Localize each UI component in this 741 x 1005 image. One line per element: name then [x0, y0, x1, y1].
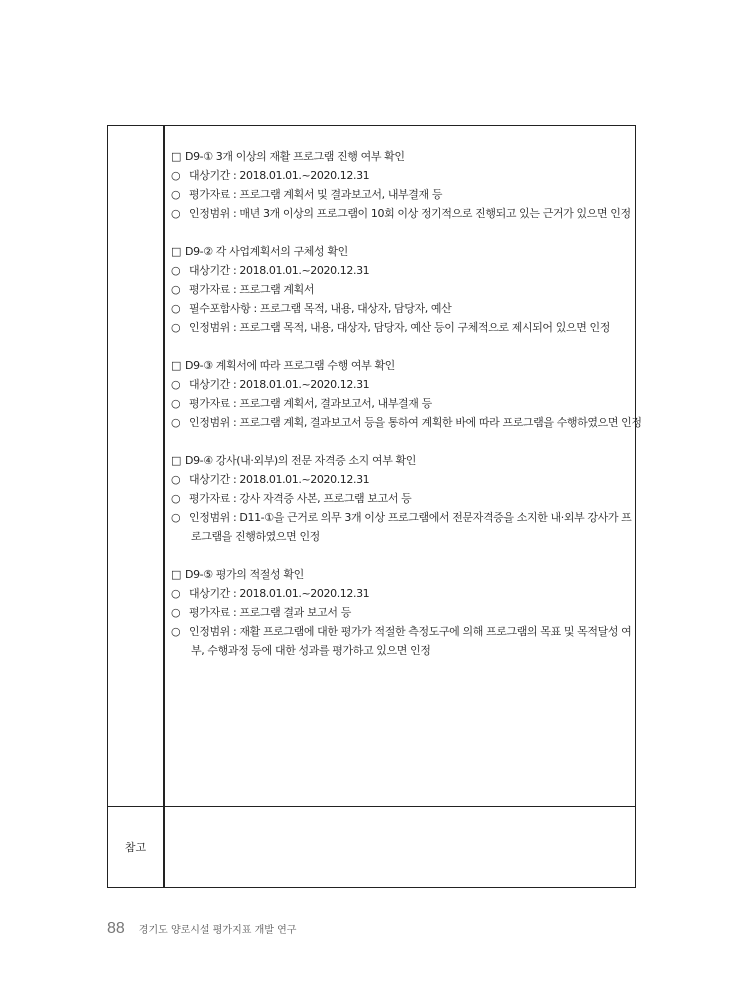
section-d9-5 [171, 565, 632, 660]
section-d9-1 [171, 147, 631, 223]
heading-text: D9-⑤ 평가의 적절성 확인 [185, 568, 304, 581]
item-text: 대상기간 : 2018.01.01.~2020.12.31 [189, 378, 370, 391]
page-footer [107, 920, 296, 938]
page-number: 88 [107, 920, 125, 937]
item-text: 평가자료 : 프로그램 계획서 및 결과보고서, 내부결재 등 [189, 188, 443, 201]
list-item [171, 375, 627, 394]
circle-bullet-icon: ○ [171, 511, 181, 524]
reference-label: 참고 [124, 841, 147, 854]
item-text: 평가자료 : 프로그램 계획서, 결과보고서, 내부결재 등 [189, 397, 432, 410]
footer-title: 경기도 양로시설 평가지표 개발 연구 [138, 925, 297, 936]
section-heading [171, 565, 627, 584]
section-heading [171, 356, 627, 375]
reference-content [165, 807, 635, 887]
circle-bullet-icon: ○ [171, 302, 181, 315]
item-text: 평가자료 : 강사 자격증 사본, 프로그램 보고서 등 [189, 492, 412, 505]
list-item [171, 299, 627, 318]
item-text: 평가자료 : 프로그램 계획서 [189, 283, 315, 296]
criteria-cell [165, 126, 642, 806]
square-bullet-icon: □ [171, 245, 181, 258]
circle-bullet-icon: ○ [171, 606, 181, 619]
item-text: 인정범위 : 프로그램 계획, 결과보고서 등을 통하여 계획한 바에 따라 프로그램을 수행하였으면 인정 [189, 416, 642, 429]
section-d9-2 [171, 242, 627, 337]
list-item [171, 603, 627, 622]
circle-bullet-icon: ○ [171, 264, 181, 277]
item-text: 평가자료 : 프로그램 결과 보고서 등 [189, 606, 351, 619]
item-text: 대상기간 : 2018.01.01.~2020.12.31 [189, 264, 370, 277]
circle-bullet-icon: ○ [171, 283, 181, 296]
list-item [171, 394, 627, 413]
circle-bullet-icon: ○ [171, 587, 181, 600]
item-text: 대상기간 : 2018.01.01.~2020.12.31 [189, 169, 370, 182]
list-item [171, 204, 631, 223]
heading-text: D9-② 각 사업계획서의 구체성 확인 [185, 245, 348, 258]
item-text: 인정범위 : D11-①을 근거로 의무 3개 이상 프로그램에서 전문자격증을 소지한 내·외부 강사가 프 [189, 511, 632, 524]
item-text: 대상기간 : 2018.01.01.~2020.12.31 [189, 587, 370, 600]
section-d9-3 [171, 356, 642, 432]
list-item [171, 508, 632, 527]
item-text: 필수포함사항 : 프로그램 목적, 내용, 대상자, 담당자, 예산 [189, 302, 452, 315]
square-bullet-icon: □ [171, 150, 181, 163]
heading-text: D9-① 3개 이상의 재활 프로그램 진행 여부 확인 [185, 150, 405, 163]
section-d9-4 [171, 451, 632, 546]
list-item [171, 261, 627, 280]
list-item [171, 584, 627, 603]
list-item [171, 489, 627, 508]
heading-text: D9-④ 강사(내·외부)의 전문 자격증 소지 여부 확인 [185, 454, 416, 467]
list-item [171, 318, 627, 337]
list-item [171, 185, 627, 204]
list-item [171, 280, 627, 299]
circle-bullet-icon: ○ [171, 492, 181, 505]
circle-bullet-icon: ○ [171, 378, 181, 391]
circle-bullet-icon: ○ [171, 188, 181, 201]
list-item [171, 470, 627, 489]
circle-bullet-icon: ○ [171, 473, 181, 486]
item-continuation: 로그램을 진행하였으면 인정 [191, 530, 320, 543]
evaluation-table [107, 125, 642, 888]
item-text: 인정범위 : 매년 3개 이상의 프로그램이 10회 이상 정기적으로 진행되고 있는 근거가 있으면 인정 [189, 207, 631, 220]
list-item [171, 166, 627, 185]
square-bullet-icon: □ [171, 454, 181, 467]
circle-bullet-icon: ○ [171, 207, 181, 220]
item-continuation: 부, 수행과정 등에 대한 성과를 평가하고 있으면 인정 [191, 644, 431, 657]
heading-text: D9-③ 계획서에 따라 프로그램 수행 여부 확인 [185, 359, 395, 372]
list-item [171, 622, 632, 641]
circle-bullet-icon: ○ [171, 169, 181, 182]
square-bullet-icon: □ [171, 359, 181, 372]
circle-bullet-icon: ○ [171, 416, 181, 429]
item-text: 인정범위 : 프로그램 목적, 내용, 대상자, 담당자, 예산 등이 구체적으로 제시되어 있으면 인정 [189, 321, 610, 334]
section-heading [171, 147, 627, 166]
list-item [171, 413, 642, 432]
square-bullet-icon: □ [171, 568, 181, 581]
section-heading [171, 242, 627, 261]
circle-bullet-icon: ○ [171, 625, 181, 638]
section-heading [171, 451, 627, 470]
item-text: 인정범위 : 재활 프로그램에 대한 평가가 적절한 측정도구에 의해 프로그램의 목표 및 목적달성 여 [189, 625, 632, 638]
item-text: 대상기간 : 2018.01.01.~2020.12.31 [189, 473, 370, 486]
circle-bullet-icon: ○ [171, 321, 181, 334]
circle-bullet-icon: ○ [171, 397, 181, 410]
